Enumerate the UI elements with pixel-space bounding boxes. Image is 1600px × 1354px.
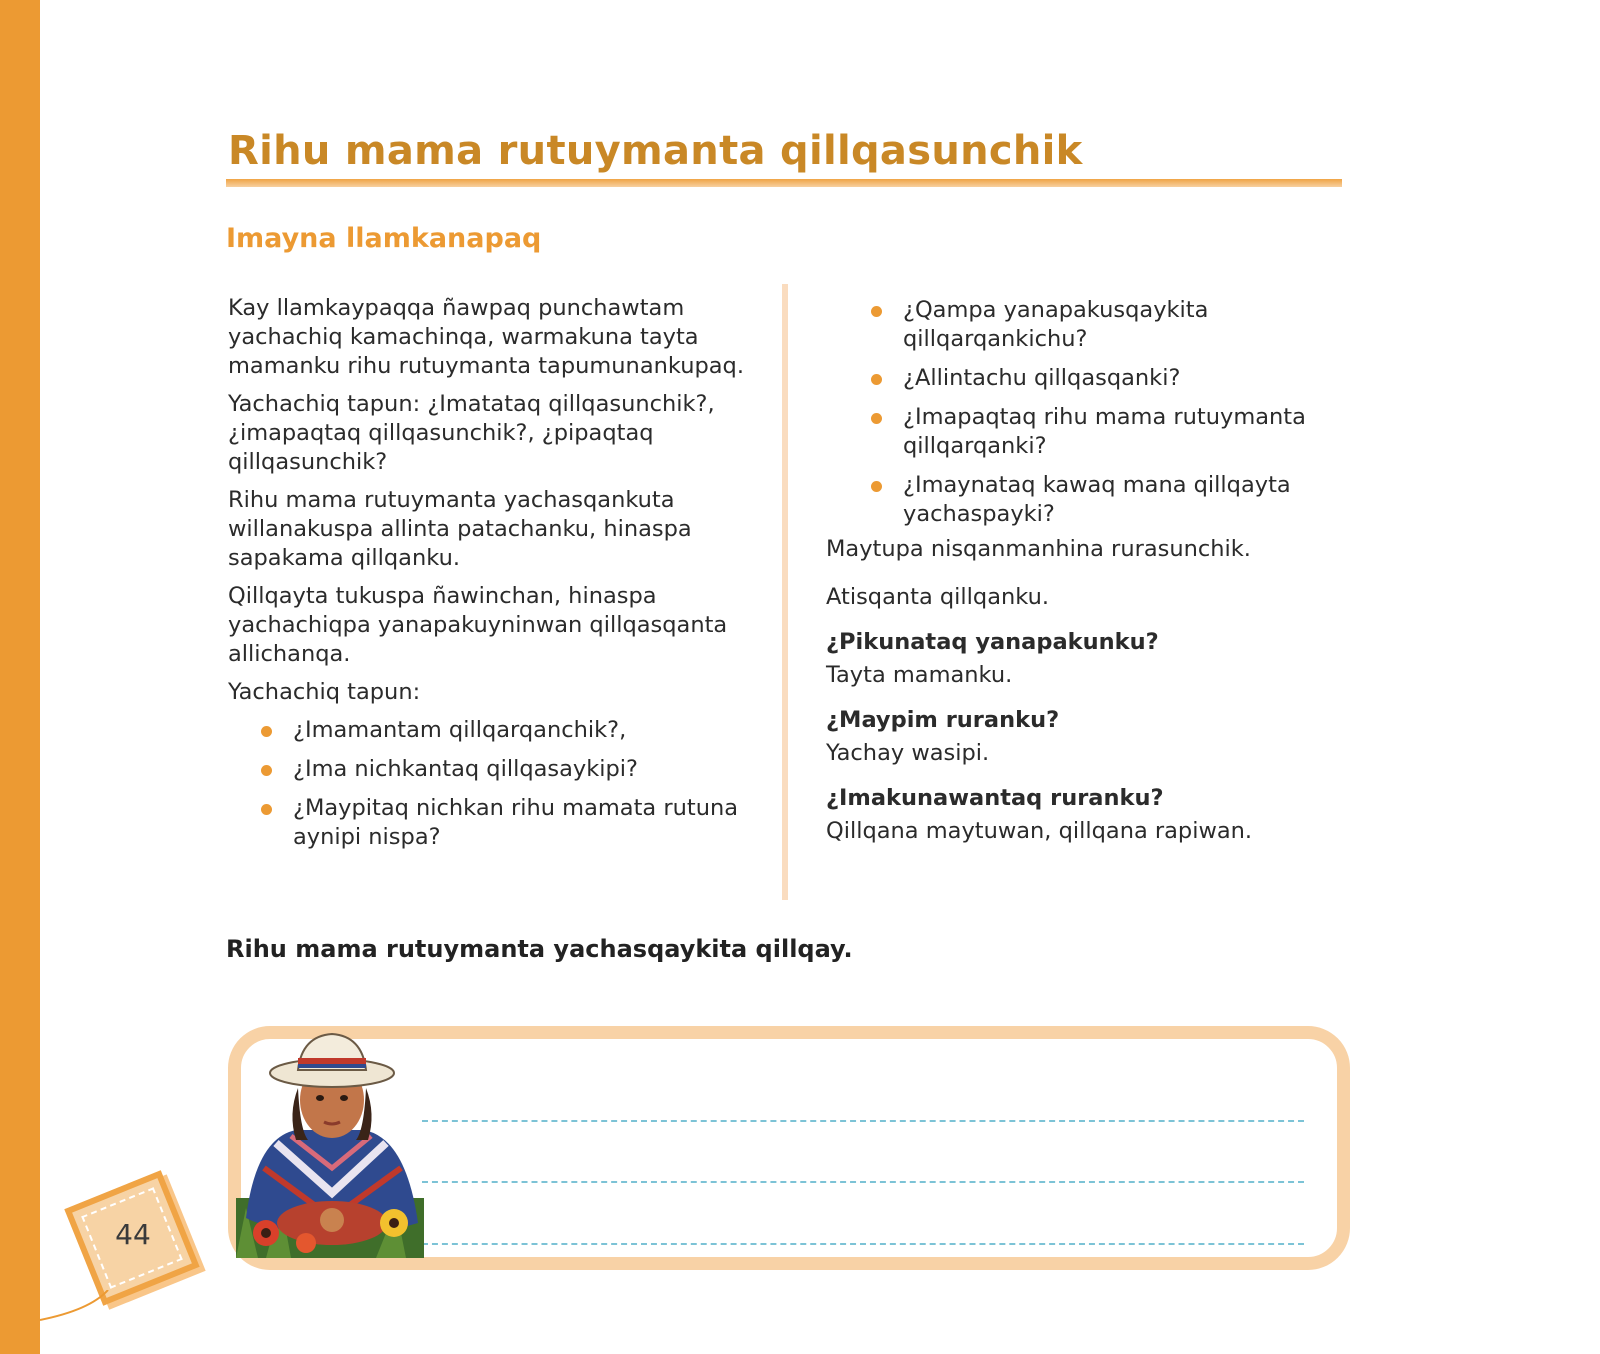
- page-number: 44: [115, 1218, 151, 1251]
- paragraph: Yachachiq tapun:: [228, 679, 421, 705]
- writing-instruction: Rihu mama rutuymanta yachasqaykita qillqay.: [226, 935, 853, 963]
- paragraph: Atisqanta qillqanku.: [826, 584, 1050, 610]
- list-item: ¿Maypitaq nichkan rihu mamata rutuna aynipi nispa?: [293, 794, 748, 852]
- list-item: ¿Ima nichkantaq qillqasaykipi?: [293, 755, 748, 784]
- question-list: [838, 296, 1358, 529]
- page-title: Rihu mama rutuymanta qillqasunchik: [228, 128, 1083, 174]
- qa-answer: Qillqana maytuwan, qillqana rapiwan.: [826, 818, 1253, 844]
- section-subtitle: Imayna llamkanapaq: [226, 223, 542, 254]
- paragraph: Rihu mama rutuymanta yachasqankuta willanakuspa allinta patachanku, hinaspa sapakama qillqanku.: [228, 487, 692, 571]
- writing-line[interactable]: [422, 1243, 1304, 1245]
- qa-question: ¿Maypim ruranku?: [826, 707, 1060, 733]
- question-list: [228, 716, 748, 852]
- qa-block: [826, 628, 1358, 846]
- paragraph: Qillqayta tukuspa ñawinchan, hinaspa yachachiqpa yanapakuyninwan qillqasqanta allichanqa.: [228, 583, 728, 667]
- page-number-badge: [72, 1178, 194, 1300]
- qa-question: ¿Imakunawantaq ruranku?: [826, 785, 1164, 811]
- list-item: ¿Qampa yanapakusqaykita qillqarqankichu?: [903, 296, 1358, 354]
- girl-illustration: [236, 1018, 424, 1258]
- paragraph: Maytupa nisqanmanhina rurasunchik.: [826, 536, 1251, 562]
- qa-answer: Yachay wasipi.: [826, 740, 990, 766]
- paragraph: Kay llamkaypaqqa ñawpaq punchawtam yachachiq kamachinqa, warmakuna tayta mamanku rihu rutuymanta tapumunankupaq.: [228, 295, 744, 379]
- column-divider: [782, 284, 788, 900]
- title-underline: [226, 179, 1342, 187]
- badge-string: [40, 1290, 120, 1354]
- right-column: [826, 296, 1358, 855]
- list-item: ¿Imaynataq kawaq mana qillqayta yachaspayki?: [903, 471, 1358, 529]
- qa-answer: Tayta mamanku.: [826, 662, 1013, 688]
- list-item: ¿Imamantam qillqarqanchik?,: [293, 716, 748, 745]
- writing-line[interactable]: [422, 1181, 1304, 1183]
- qa-question: ¿Pikunataq yanapakunku?: [826, 629, 1159, 655]
- list-item: ¿Imapaqtaq rihu mama rutuymanta qillqarqanki?: [903, 403, 1358, 461]
- left-margin-bar: [0, 0, 40, 1354]
- writing-line[interactable]: [422, 1120, 1304, 1122]
- paragraph: Yachachiq tapun: ¿Imatataq qillqasunchik?, ¿imapaqtaq qillqasunchik?, ¿pipaqtaq qillqasunchik?: [228, 391, 715, 475]
- list-item: ¿Allintachu qillqasqanki?: [903, 364, 1358, 393]
- left-column: [228, 294, 748, 862]
